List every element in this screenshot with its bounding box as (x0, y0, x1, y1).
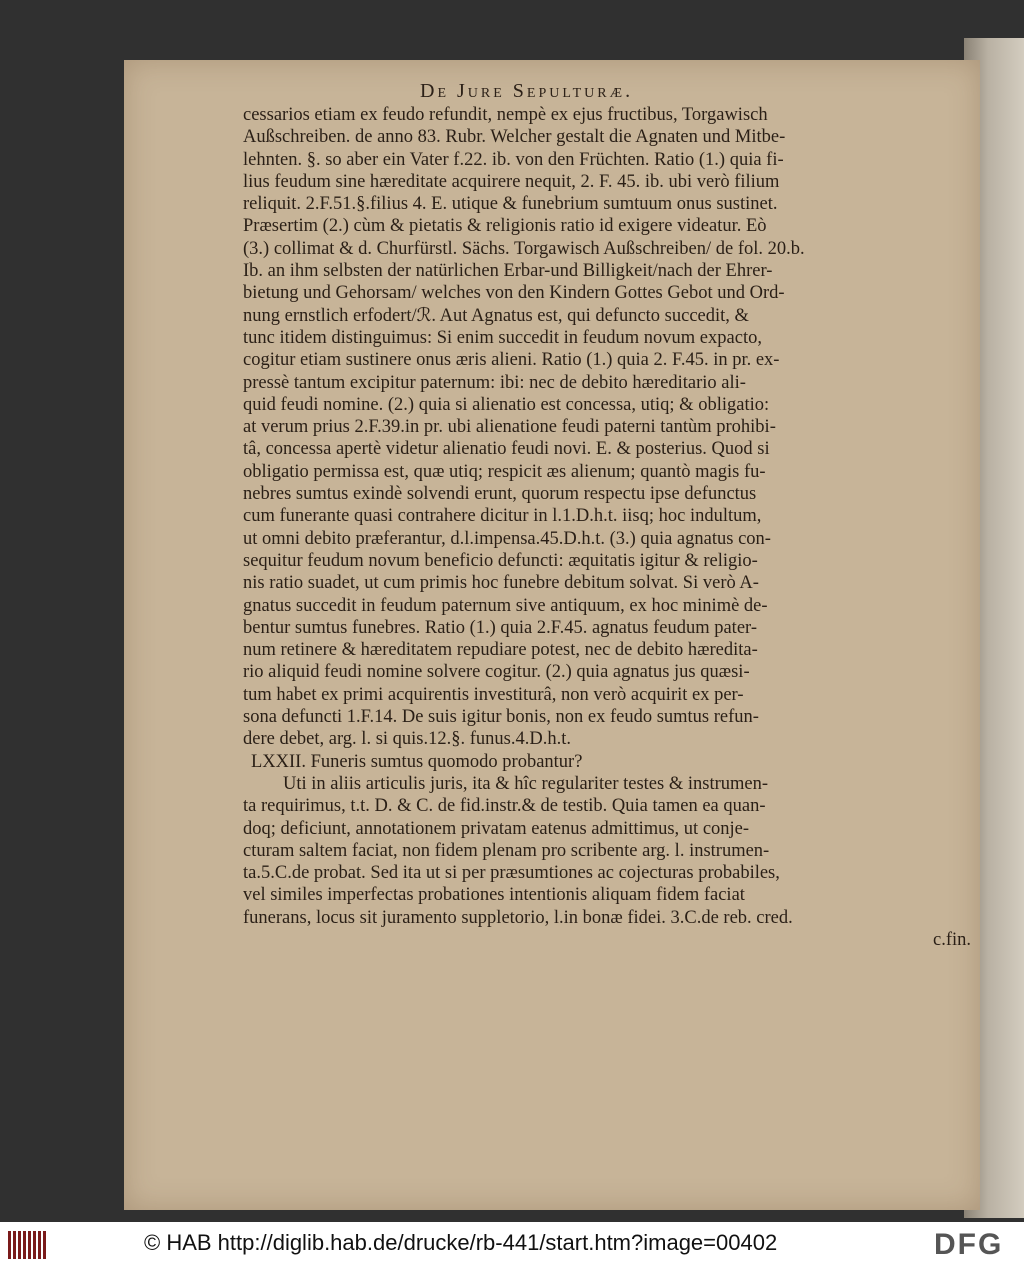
text-line: ut omni debito præferantur, d.l.impensa.45.D.h.t. (3.) quia agnatus con- (243, 528, 771, 549)
text-line: at verum prius 2.F.39.in pr. ubi alienatione feudi paterni tantùm prohibi- (243, 417, 776, 438)
text-line: bentur sumtus funebres. Ratio (1.) quia 2.F.45. agnatus feudum pater- (243, 617, 757, 638)
text-line: cum funerante quasi contrahere dicitur in l.1.D.h.t. iisq; hoc indultum, (243, 506, 762, 527)
text-line: rio aliquid feudi nomine solvere cogitur. (2.) quia agnatus jus quæsi- (243, 662, 750, 683)
text-line: lehnten. §. so aber ein Vater f.22. ib. von den Früchten. Ratio (1.) quia fi- (243, 149, 784, 170)
body-text (243, 104, 975, 951)
text-line: doq; deficiunt, annotationem privatam eatenus admittimus, ut conje- (243, 818, 750, 839)
text-line: ta.5.C.de probat. Sed ita ut si per præsumtiones ac cojecturas probabiles, (243, 863, 780, 884)
text-line: gnatus succedit in feudum paternum sive antiquum, ex hoc minimè de- (243, 595, 768, 616)
text-line: Ib. an ihm selbsten der natürlichen Erbar-und Billigkeit/nach der Ehrer- (243, 261, 773, 282)
text-line: num retinere & hæreditatem repudiare potest, nec de debito hæredita- (243, 640, 758, 661)
text-line: vel similes imperfectas probationes intentionis aliquam fidem faciat (243, 885, 745, 906)
text-line: cogitur etiam sustinere onus æris alieni. Ratio (1.) quia 2. F.45. in pr. ex- (243, 350, 780, 371)
text-line: Außschreiben. de anno 83. Rubr. Welcher gestalt die Agnaten und Mitbe- (243, 127, 786, 148)
running-head: De Jure Sepulturæ. (420, 80, 634, 102)
text-line: reliquit. 2.F.51.§.filius 4. E. utique & funebrium sumtuum onus sustinet. (243, 194, 778, 215)
text-line: sona defuncti 1.F.14. De suis igitur bonis, non ex feudo sumtus refun- (243, 707, 759, 728)
text-line: pressè tantum excipitur paternum: ibi: nec de debito hæreditario ali- (243, 372, 746, 393)
text-line: nis ratio suadet, ut cum primis hoc funebre debitum solvat. Si verò A- (243, 573, 759, 594)
text-line: Præsertim (2.) cùm & pietatis & religionis ratio id exigere videatur. Eò (243, 216, 767, 237)
text-line: (3.) collimat & d. Churfürstl. Sächs. Torgawisch Außschreiben/ de fol. 20.b. (243, 238, 805, 259)
section-heading: LXXII. Funeris sumtus quomodo probantur? (251, 751, 583, 772)
text-line: obligatio permissa est, quæ utiq; respicit æs alienum; quantò magis fu- (243, 461, 766, 482)
text-line: lius feudum sine hæreditate acquirere nequit, 2. F. 45. ib. ubi verò filium (243, 171, 780, 192)
book-page (124, 60, 980, 1210)
dfg-logo: DFG (934, 1228, 1004, 1261)
text-line: bietung und Gehorsam/ welches von den Kindern Gottes Gebot und Ord- (243, 283, 785, 304)
text-line: dere debet, arg. l. si quis.12.§. funus.4.D.h.t. (243, 729, 571, 750)
text-line: tâ, concessa apertè videtur alienatio feudi novi. E. & posterius. Quod si (243, 439, 770, 460)
footer-bar (0, 1222, 1024, 1268)
text-line: nung ernstlich erfodert/ℛ. Aut Agnatus est, qui defuncto succedit, & (243, 305, 749, 326)
text-line: tum habet ex primi acquirentis investiturâ, non verò acquirit ex per- (243, 684, 744, 705)
text-line: nebres sumtus exindè solvendi erunt, quorum respectu ipse defunctus (243, 484, 757, 505)
text-line: quid feudi nomine. (2.) quia si alienatio est concessa, utiq; & obligatio: (243, 394, 770, 415)
text-line: sequitur feudum novum beneficio defuncti: æquitatis igitur & religio- (243, 550, 758, 571)
copyright-link[interactable]: © HAB http://diglib.hab.de/drucke/rb-441/start.htm?image=00402 (144, 1230, 778, 1255)
text-line: cessarios etiam ex feudo refundit, nempè ex ejus fructibus, Torgawisch (243, 105, 768, 125)
text-line: tunc itidem distinguimus: Si enim succedit in feudum novum expacto, (243, 327, 762, 348)
barcode-icon (8, 1231, 48, 1259)
catchword: c.fin. (932, 929, 971, 950)
text-line: cturam saltem faciat, non fidem plenam pro scribente arg. l. instrumen- (243, 840, 770, 861)
text-line: ta requirimus, t.t. D. & C. de fid.instr.& de testib. Quia tamen ea quan- (243, 796, 766, 817)
text-line: Uti in aliis articulis juris, ita & hîc regulariter testes & instrumen- (283, 773, 769, 794)
text-line: funerans, locus sit juramento suppletorio, l.in bonæ fidei. 3.C.de reb. cred. (243, 907, 793, 928)
